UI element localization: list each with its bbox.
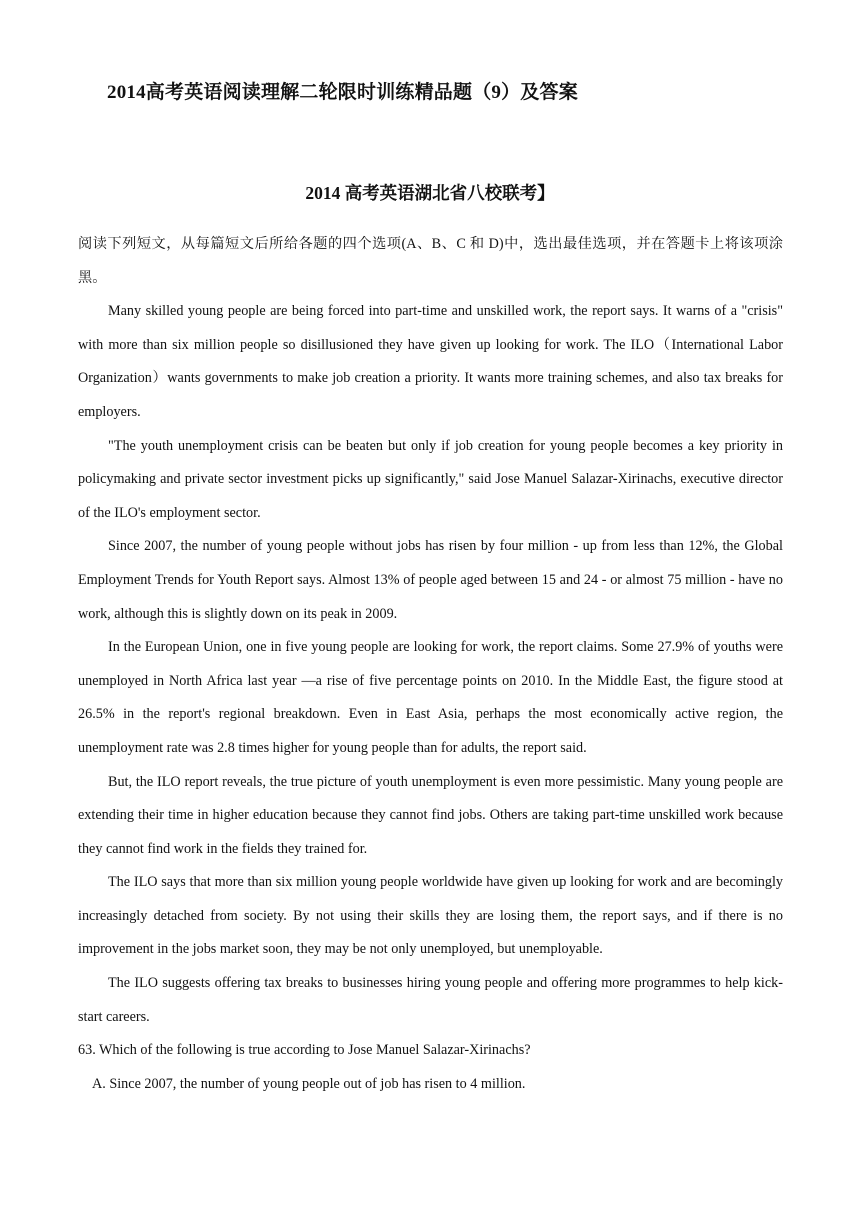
paragraph-3: Since 2007, the number of young people without jobs has risen by four million - up from less than 12%, the Global Employment Trends for Youth Report says. Almost 13% of people aged between 15 and 24 - or almost 75 million - have no work, although this is slightly down on its peak in 2009. <box>78 538 783 622</box>
question-63-option-a: A. Since 2007, the number of young people out of job has risen to 4 million. <box>92 1075 526 1092</box>
paragraph-5: But, the ILO report reveals, the true picture of youth unemployment is even more pessimistic. Many young people are extending their time in higher education because they cannot find jobs. Others are taking part-time unskilled work because they cannot find work in the fields they trained for. <box>78 773 783 857</box>
paragraph-2: "The youth unemployment crisis can be beaten but only if job creation for young people becomes a key priority in policymaking and private sector investment picks up significantly," said Jose Manuel Salazar-Xirinachs, executive director of the ILO's employment sector. <box>78 437 783 521</box>
paragraph-4: In the European Union, one in five young people are looking for work, the report claims. Some 27.9% of youths were unemployed in North Africa last year —a rise of five percentage points on 2010. In the Middle East, the figure stood at 26.5% in the report's regional breakdown. Even in East Asia, perhaps the most economically active region, the unemployment rate was 2.8 times higher for young people than for adults, the report said. <box>78 639 783 756</box>
paragraph-6: The ILO says that more than six million young people worldwide have given up looking for work and are becomingly increasingly detached from society. By not using their skills they are losing them, the report says, and if there is no improvement in the jobs market soon, they may be not only unemployed, but unemployable. <box>78 874 783 958</box>
document-body <box>78 228 783 1101</box>
document-title: 2014高考英语阅读理解二轮限时训练精品题（9）及答案 <box>107 82 578 103</box>
document-subtitle: 2014 高考英语湖北省八校联考】 <box>305 183 555 203</box>
question-63: 63. Which of the following is true according to Jose Manuel Salazar-Xirinachs? <box>78 1042 531 1059</box>
instructions-text: 阅读下列短文，从每篇短文后所给各题的四个选项(A、B、C 和 D)中，选出最佳选项，并在答题卡上将该项涂黑。 <box>78 236 783 286</box>
paragraph-7: The ILO suggests offering tax breaks to businesses hiring young people and offering more programmes to help kick-start careers. <box>78 975 783 1025</box>
paragraph-1: Many skilled young people are being forced into part-time and unskilled work, the report says. It warns of a "crisis" with more than six million people so disillusioned they have given up looking for work. The ILO（International Labor Organization）wants governments to make job creation a priority. It wants more training schemes, and also tax breaks for employers. <box>78 303 783 420</box>
